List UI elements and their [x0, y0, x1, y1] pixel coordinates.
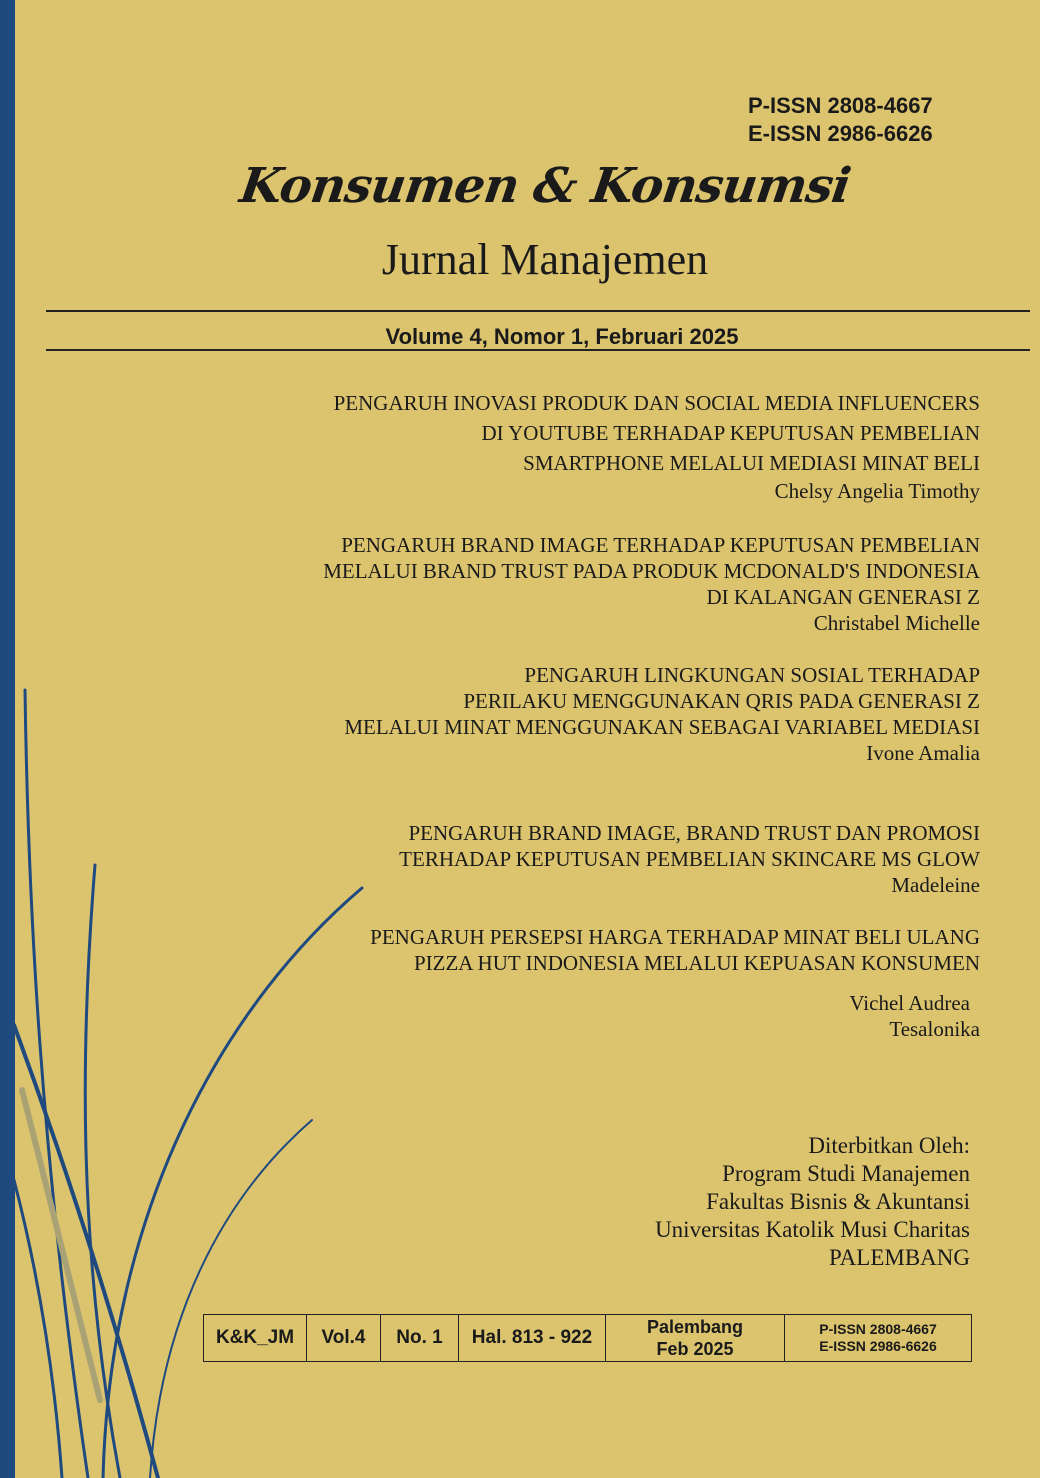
- article-title-line: PENGARUH INOVASI PRODUK DAN SOCIAL MEDIA INFLUENCERS: [333, 391, 980, 415]
- print-issn: P-ISSN 2808-4667: [748, 93, 933, 118]
- publisher-line: Program Studi Manajemen: [722, 1161, 970, 1186]
- article-title-line: DI YOUTUBE TERHADAP KEPUTUSAN PEMBELIAN: [481, 421, 980, 445]
- article-author: Chelsy Angelia Timothy: [774, 479, 980, 503]
- article-entry: [399, 820, 980, 898]
- article-entry: [370, 924, 980, 1042]
- article-title-line: MELALUI MINAT MENGGUNAKAN SEBAGAI VARIABEL MEDIASI: [344, 715, 980, 739]
- journal-code-cell: K&K_JM: [204, 1315, 307, 1362]
- divider-bottom: [46, 349, 1030, 351]
- journal-subtitle: Jurnal Manajemen: [381, 235, 709, 284]
- article-entry: [323, 532, 980, 636]
- blue-spine-stripe: [0, 0, 15, 1478]
- footer-info-table: [203, 1314, 972, 1362]
- electronic-issn: E-ISSN 2986-6626: [748, 121, 933, 146]
- article-title-line: PENGARUH LINGKUNGAN SOSIAL TERHADAP: [524, 663, 980, 687]
- divider-top: [46, 310, 1030, 312]
- publisher-line: Fakultas Bisnis & Akuntansi: [706, 1189, 970, 1214]
- article-title-line: PENGARUH BRAND IMAGE, BRAND TRUST DAN PROMOSI: [408, 821, 980, 845]
- grass-blade: [14, 1025, 158, 1478]
- publisher-line: Universitas Katolik Musi Charitas: [655, 1217, 970, 1242]
- article-title-line: PIZZA HUT INDONESIA MELALUI KEPUASAN KONSUMEN: [413, 951, 980, 975]
- grass-blade: [103, 888, 362, 1478]
- article-author: Tesalonika: [889, 1017, 980, 1041]
- article-author: Madeleine: [891, 873, 980, 897]
- grass-blade: [22, 1090, 100, 1400]
- publisher-line: PALEMBANG: [828, 1245, 970, 1270]
- article-author: Vichel Audrea: [849, 991, 970, 1015]
- publisher-block: [655, 1132, 970, 1272]
- grass-blade: [150, 1120, 312, 1478]
- article-title-line: MELALUI BRAND TRUST PADA PRODUK MCDONALD'S INDONESIA: [323, 559, 980, 583]
- article-title-line: DI KALANGAN GENERASI Z: [706, 585, 980, 609]
- issn-block: [748, 92, 933, 148]
- number-cell: No. 1: [381, 1315, 459, 1362]
- grass-blade: [14, 1180, 62, 1478]
- volume-cell: Vol.4: [307, 1315, 381, 1362]
- journal-brand-title: Konsumen & Konsumsi: [236, 158, 854, 214]
- grass-blade: [85, 865, 120, 1478]
- article-author: Christabel Michelle: [813, 611, 980, 635]
- footer-row: [204, 1315, 972, 1362]
- article-title-line: PENGARUH PERSEPSI HARGA TERHADAP MINAT BELI ULANG: [370, 925, 980, 949]
- article-author: Ivone Amalia: [866, 741, 980, 765]
- issn-cell: [785, 1315, 972, 1362]
- date-text: Feb 2025: [656, 1339, 734, 1359]
- place-text: Palembang: [646, 1317, 744, 1337]
- grass-blade: [25, 690, 88, 1478]
- print-issn-text: P-ISSN 2808-4667: [819, 1321, 937, 1337]
- publisher-line: Diterbitkan Oleh:: [808, 1133, 970, 1158]
- article-title-line: PERILAKU MENGGUNAKAN QRIS PADA GENERASI Z: [463, 689, 980, 713]
- article-title-line: SMARTPHONE MELALUI MEDIASI MINAT BELI: [523, 451, 980, 475]
- volume-line: Volume 4, Nomor 1, Februari 2025: [385, 324, 739, 349]
- article-title-line: TERHADAP KEPUTUSAN PEMBELIAN SKINCARE MS GLOW: [399, 847, 980, 871]
- pages-cell: Hal. 813 - 922: [459, 1315, 606, 1362]
- article-entry: [344, 662, 980, 766]
- electronic-issn-text: E-ISSN 2986-6626: [819, 1338, 937, 1354]
- article-entry: [334, 388, 980, 504]
- place-date-cell: [606, 1315, 785, 1362]
- article-title-line: PENGARUH BRAND IMAGE TERHADAP KEPUTUSAN PEMBELIAN: [341, 533, 980, 557]
